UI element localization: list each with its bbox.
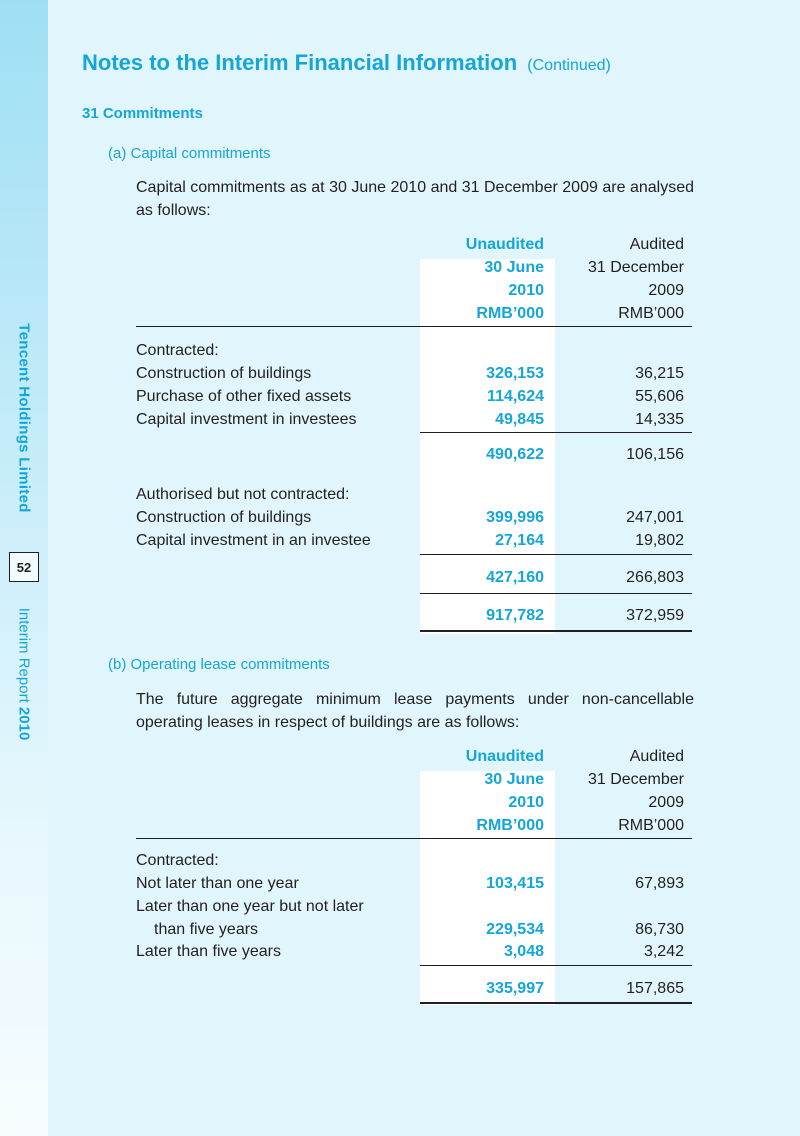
page-title [82, 50, 611, 76]
header-rule [136, 326, 692, 327]
col-current-date: 30 June [484, 771, 544, 788]
subtotal-current-value: 490,622 [486, 446, 544, 463]
sidebar-report-label: Interim Report [15, 607, 33, 703]
contracted-label: Contracted: [136, 342, 219, 359]
col-prior-unit: RMB’000 [618, 305, 684, 322]
row-prior-value: 3,242 [643, 943, 684, 960]
sidebar-report-year: 2010 [15, 706, 33, 741]
sidebar-company-name: Tencent Holdings Limited [15, 323, 33, 513]
col-prior-date: 31 December [587, 259, 684, 276]
table-row [136, 895, 692, 918]
header-rule [136, 838, 692, 839]
grand-total-prior-value: 372,959 [626, 607, 684, 624]
col-prior-unit: RMB’000 [618, 817, 684, 834]
page-title-continued: (Continued) [527, 57, 611, 74]
sidebar-report-name [16, 608, 33, 741]
row-prior-value: 36,215 [635, 365, 684, 382]
row-prior-value: 14,335 [635, 411, 684, 428]
page-title-text: Notes to the Interim Financial Information [82, 50, 518, 75]
row-prior-value: 19,802 [635, 532, 684, 549]
table-row [136, 529, 692, 552]
row-prior-value: 67,893 [635, 875, 684, 892]
col-prior-date: 31 December [587, 771, 684, 788]
row-current-value: 3,048 [503, 943, 544, 960]
subtotal-row [136, 566, 692, 589]
total-current-value: 335,997 [486, 980, 544, 997]
table-row [136, 408, 692, 431]
table-row [136, 385, 692, 408]
col-current-status: Unaudited [465, 236, 544, 253]
operating-lease-heading: (b) Operating lease commitments [108, 656, 330, 673]
subtotal-rule [420, 432, 692, 433]
row-current-value: 49,845 [495, 411, 544, 428]
row-label: Later than one year but not later [136, 898, 364, 915]
capital-commitments-heading: (a) Capital commitments [108, 145, 271, 162]
col-current-date: 30 June [484, 259, 544, 276]
section-title: 31 Commitments [82, 105, 203, 122]
row-label: Purchase of other fixed assets [136, 388, 352, 405]
operating-lease-intro: The future aggregate minimum lease payments under non-cancellable operating leases in respect of buildings are as follows: [136, 691, 694, 731]
row-current-value: 103,415 [486, 875, 544, 892]
total-row [136, 977, 692, 1000]
row-label: Construction of buildings [136, 365, 312, 382]
row-prior-value: 86,730 [635, 921, 684, 938]
subtotal-current-value: 427,160 [486, 569, 544, 586]
row-current-value: 27,164 [495, 532, 544, 549]
row-current-value: 326,153 [486, 365, 544, 382]
double-underline [420, 1002, 692, 1004]
row-label: Later than five years [136, 943, 281, 960]
col-prior-status: Audited [629, 236, 684, 253]
row-current-value: 114,624 [487, 388, 544, 405]
row-label: Capital investment in an investee [136, 532, 371, 549]
table-row [136, 940, 692, 963]
row-label: Not later than one year [136, 875, 299, 892]
row-prior-value: 55,606 [635, 388, 684, 405]
col-prior-year: 2009 [648, 794, 684, 811]
section-label-row [136, 339, 692, 362]
page-number: 52 [9, 552, 39, 582]
subtotal-row [136, 443, 692, 466]
total-prior-value: 157,865 [626, 980, 684, 997]
subtotal-prior-value: 106,156 [626, 446, 684, 463]
col-current-year: 2010 [508, 282, 544, 299]
col-prior-year: 2009 [648, 282, 684, 299]
sidebar [0, 0, 48, 1136]
capital-commitments-intro: Capital commitments as at 30 June 2010 and 31 December 2009 are analysed as follows: [136, 179, 694, 219]
col-current-status: Unaudited [465, 748, 544, 765]
row-label: Capital investment in investees [136, 411, 357, 428]
table-row [136, 872, 692, 895]
subtotal-rule [420, 554, 692, 555]
row-label-continued: than five years [154, 921, 259, 938]
table-row [136, 362, 692, 385]
double-underline [420, 630, 692, 632]
col-prior-status: Audited [629, 748, 684, 765]
total-rule [420, 593, 692, 594]
table-header [136, 233, 692, 323]
total-rule [420, 965, 692, 966]
row-label: Construction of buildings [136, 509, 312, 526]
table-header [136, 745, 692, 835]
col-current-year: 2010 [508, 794, 544, 811]
authorised-label: Authorised but not contracted: [136, 486, 350, 503]
section-label-row [136, 483, 692, 506]
section-label-row [136, 849, 692, 872]
grand-total-current-value: 917,782 [486, 607, 544, 624]
table-row [136, 506, 692, 529]
table-row [136, 918, 692, 941]
row-current-value: 229,534 [486, 921, 544, 938]
col-current-unit: RMB’000 [476, 305, 544, 322]
row-prior-value: 247,001 [626, 509, 684, 526]
grand-total-row [136, 604, 692, 627]
row-current-value: 399,996 [486, 509, 544, 526]
subtotal-prior-value: 266,803 [626, 569, 684, 586]
col-current-unit: RMB’000 [476, 817, 544, 834]
contracted-label: Contracted: [136, 852, 219, 869]
